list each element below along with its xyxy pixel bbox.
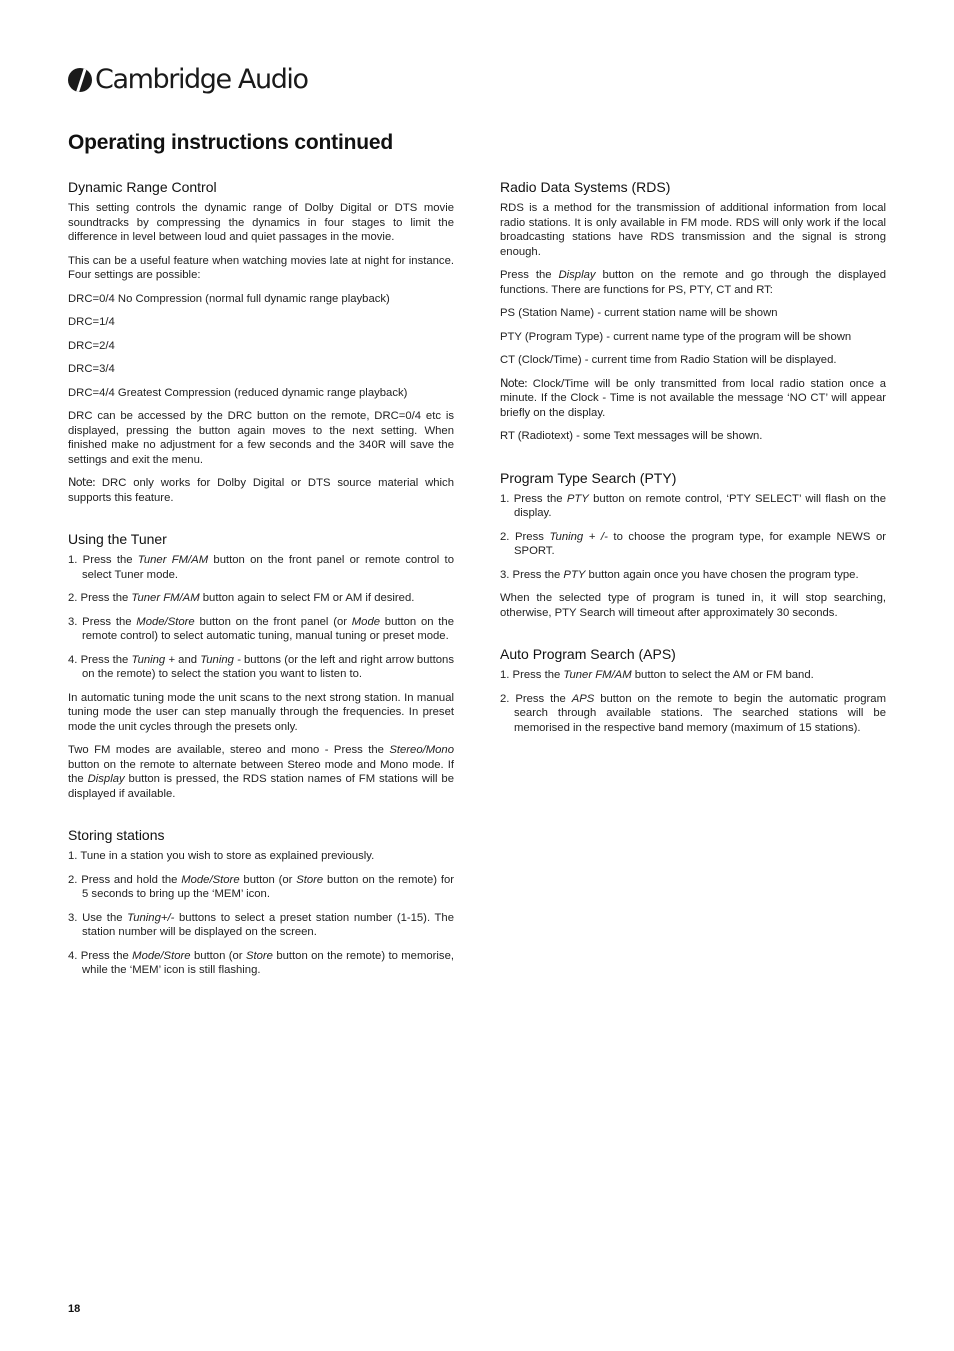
note-text: DRC only works for Dolby Digital or DTS source material which supports this feature.: [68, 477, 454, 504]
drc-setting-2: DRC=2/4: [68, 339, 115, 352]
list-item: 2. Press and hold the Mode/Store button (or Store button on the remote) for 5 seconds to bring up the ‘MEM’ icon.: [68, 873, 454, 900]
rds-function-pty: PTY (Program Type) - current name type of the program will be shown: [500, 330, 852, 343]
section-program-type-search: [500, 470, 886, 621]
left-column: [68, 179, 454, 1004]
section-storing-stations: [68, 827, 454, 978]
rds-function-ct: CT (Clock/Time) - current time from Radio Station will be displayed.: [500, 354, 837, 366]
cambridge-audio-logo-icon: [68, 68, 92, 92]
section-dynamic-range-control: [68, 179, 454, 505]
section-heading: Storing stations: [68, 827, 165, 843]
list-item: 4. Press the Mode/Store button (or Store button on the remote) to memorise, while the ‘MEM’ icon is still flashing.: [68, 949, 454, 976]
list-item: 1. Tune in a station you wish to store as explained previously.: [68, 850, 375, 862]
list-item: 1. Press the PTY button on remote control, ‘PTY SELECT’ will flash on the display.: [500, 492, 886, 519]
drc-setting-0: DRC=0/4 No Compression (normal full dynamic range playback): [68, 292, 390, 305]
note-label: Note:: [68, 476, 96, 489]
paragraph: In automatic tuning mode the unit scans to the next strong station. In manual tuning mode the user can step manually through the frequencies. In preset mode the unit cycles through the presets only.: [68, 691, 454, 733]
note-label: Note:: [500, 376, 528, 390]
instruction-list: [500, 492, 886, 583]
instruction-list: [500, 668, 886, 735]
drc-setting-1: DRC=1/4: [68, 316, 115, 328]
list-item: 3. Press the PTY button again once you have chosen the program type.: [500, 568, 859, 581]
list-item: 2. Press the Tuner FM/AM button again to select FM or AM if desired.: [68, 592, 415, 604]
section-heading: Dynamic Range Control: [68, 179, 217, 195]
rds-function-ps: PS (Station Name) - current station name will be shown: [500, 307, 778, 319]
paragraph: RDS is a method for the transmission of additional information from local radio stations. It is only available in FM mode. RDS will only work if the local broadcasting stations have RDS transmission and the signal is strong enough.: [500, 202, 886, 258]
paragraph: DRC can be accessed by the DRC button on the remote, DRC=0/4 etc is displayed, pressing the button again moves to the next setting. When finished make no adjustment for a few seconds and the 340R will save the settings and exit the menu.: [68, 410, 454, 466]
list-item: 3. Use the Tuning+/- buttons to select a preset station number (1-15). The station number will be displayed on the screen.: [68, 911, 454, 938]
section-heading: Auto Program Search (APS): [500, 646, 676, 662]
rds-function-rt: RT (Radiotext) - some Text messages will be shown.: [500, 430, 763, 442]
drc-setting-4: DRC=4/4 Greatest Compression (reduced dynamic range playback): [68, 386, 408, 399]
list-item: 4. Press the Tuning + and Tuning - buttons (or the left and right arrow buttons on the remote) to select the station you want to listen to.: [68, 653, 454, 680]
instruction-list: [68, 553, 454, 682]
paragraph: This can be a useful feature when watching movies late at night for instance. Four settings are possible:: [68, 254, 454, 281]
note: [500, 377, 886, 421]
right-column: [500, 179, 886, 761]
section-auto-program-search: [500, 646, 886, 735]
list-item: 2. Press Tuning + /- to choose the program type, for example NEWS or SPORT.: [500, 530, 887, 557]
drc-setting-3: DRC=3/4: [68, 363, 115, 375]
list-item: 2. Press the APS button on the remote to begin the automatic program search through available stations. The searched stations will be memorised in the respective band memory (maximum of 15 stations).: [500, 692, 886, 734]
section-using-the-tuner: [68, 531, 454, 801]
paragraph: Press the Display button on the remote and go through the displayed functions. There are functions for PS, PTY, CT and RT:: [500, 269, 886, 296]
section-heading: Using the Tuner: [68, 531, 167, 547]
section-heading: Radio Data Systems (RDS): [500, 179, 671, 195]
paragraph: This setting controls the dynamic range of Dolby Digital or DTS movie soundtracks by compressing the dynamics in four stages to limit the difference in level between loud and quiet passages in the movie.: [68, 202, 454, 243]
logo-text: Cambridge Audio: [95, 64, 308, 95]
note: [68, 476, 454, 505]
paragraph: Two FM modes are available, stereo and mono - Press the Stereo/Mono button on the remote to alternate between Stereo mode and Mono mode. If the Display button is pressed, the RDS station names of FM stations will be displayed if available.: [68, 744, 454, 800]
page-number: 18: [68, 1303, 81, 1315]
page-title: Operating instructions continued: [68, 131, 393, 154]
instruction-list: [68, 849, 454, 978]
section-heading: Program Type Search (PTY): [500, 469, 677, 486]
list-item: 1. Press the Tuner FM/AM button on the front panel or remote control to select Tuner mode.: [68, 554, 454, 581]
list-item: 3. Press the Mode/Store button on the front panel (or Mode button on the remote control) to select automatic tuning, manual tuning or preset mode.: [68, 615, 454, 642]
section-radio-data-systems: [500, 179, 886, 444]
paragraph: When the selected type of program is tuned in, it will stop searching, otherwise, PTY Search will timeout after approximately 30 seconds.: [500, 592, 886, 619]
brand-logo: [68, 66, 308, 93]
note-text: Clock/Time will be only transmitted from local radio station once a minute. If the Clock - Time is not available the message ‘NO CT’ will appear briefly on the display.: [500, 377, 886, 419]
list-item: 1. Press the Tuner FM/AM button to select the AM or FM band.: [500, 669, 814, 681]
